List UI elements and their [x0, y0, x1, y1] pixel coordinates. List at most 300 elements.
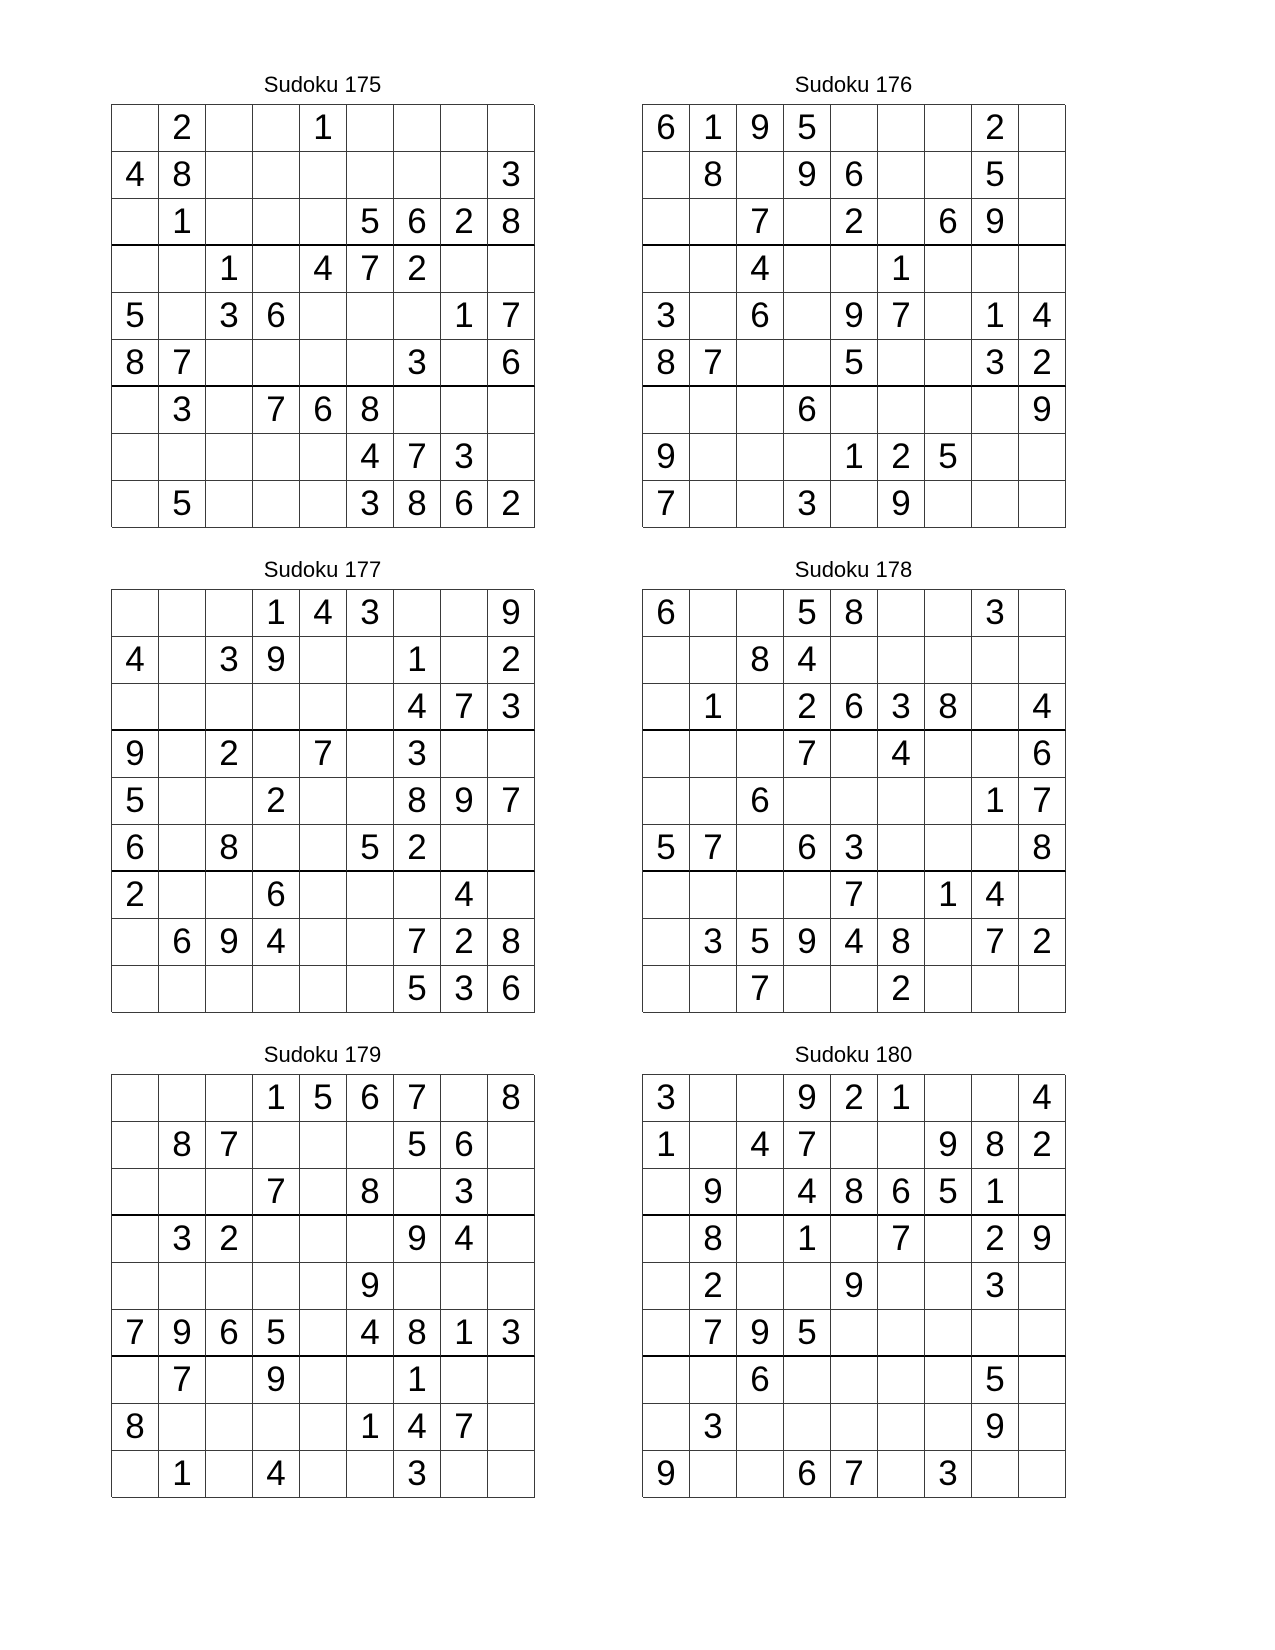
- sudoku-cell: [1019, 1451, 1066, 1498]
- sudoku-cell: 3: [831, 825, 878, 872]
- sudoku-cell: 6: [784, 1451, 831, 1498]
- sudoku-cell: [159, 246, 206, 293]
- sudoku-cell: 8: [972, 1122, 1019, 1169]
- puzzle-title: Sudoku 175: [263, 72, 382, 97]
- sudoku-cell: 3: [159, 387, 206, 434]
- sudoku-cell: 9: [1019, 1216, 1066, 1263]
- sudoku-cell: [488, 434, 535, 481]
- sudoku-cell: [159, 590, 206, 637]
- sudoku-cell: 7: [690, 1310, 737, 1357]
- sudoku-cell: 4: [112, 637, 159, 684]
- sudoku-cell: [253, 825, 300, 872]
- sudoku-cell: 2: [488, 637, 535, 684]
- sudoku-cell: 7: [784, 731, 831, 778]
- sudoku-cell: 5: [925, 434, 972, 481]
- sudoku-cell: [206, 684, 253, 731]
- sudoku-cell: 4: [878, 731, 925, 778]
- sudoku-cell: [643, 919, 690, 966]
- sudoku-cell: [488, 1263, 535, 1310]
- sudoku-cell: [925, 778, 972, 825]
- sudoku-cell: [300, 152, 347, 199]
- sudoku-cell: [112, 434, 159, 481]
- sudoku-cell: 9: [488, 590, 535, 637]
- sudoku-cell: [878, 778, 925, 825]
- sudoku-cell: 3: [784, 481, 831, 528]
- sudoku-cell: [112, 1263, 159, 1310]
- sudoku-cell: 7: [253, 387, 300, 434]
- sudoku-cell: 6: [347, 1075, 394, 1122]
- sudoku-cell: [878, 1451, 925, 1498]
- sudoku-cell: [441, 1263, 488, 1310]
- sudoku-cell: 4: [347, 434, 394, 481]
- sudoku-cell: [206, 590, 253, 637]
- sudoku-cell: [159, 1404, 206, 1451]
- sudoku-cell: [925, 919, 972, 966]
- sudoku-cell: 8: [488, 199, 535, 246]
- sudoku-cell: 6: [300, 387, 347, 434]
- sudoku-cell: [112, 1451, 159, 1498]
- sudoku-cell: [441, 637, 488, 684]
- puzzle-title: Sudoku 177: [263, 557, 382, 582]
- sudoku-cell: 7: [441, 1404, 488, 1451]
- sudoku-cell: 9: [925, 1122, 972, 1169]
- sudoku-cell: 4: [441, 1216, 488, 1263]
- sudoku-cell: [394, 293, 441, 340]
- sudoku-cell: 3: [972, 590, 1019, 637]
- sudoku-cell: 8: [159, 152, 206, 199]
- sudoku-cell: 7: [643, 481, 690, 528]
- sudoku-cell: 7: [878, 293, 925, 340]
- sudoku-cell: 9: [690, 1169, 737, 1216]
- sudoku-cell: 9: [159, 1310, 206, 1357]
- sudoku-cell: [643, 966, 690, 1013]
- sudoku-cell: [643, 1310, 690, 1357]
- sudoku-cell: 7: [878, 1216, 925, 1263]
- sudoku-cell: 3: [394, 731, 441, 778]
- sudoku-cell: [643, 684, 690, 731]
- sudoku-cell: [347, 1122, 394, 1169]
- sudoku-cell: [925, 246, 972, 293]
- sudoku-cell: [206, 1357, 253, 1404]
- sudoku-cell: [300, 434, 347, 481]
- sudoku-cell: [300, 1357, 347, 1404]
- sudoku-cell: [253, 105, 300, 152]
- sudoku-cell: [253, 340, 300, 387]
- sudoku-cell: [925, 1357, 972, 1404]
- sudoku-cell: 1: [300, 105, 347, 152]
- sudoku-cell: [690, 1451, 737, 1498]
- sudoku-cell: 7: [347, 246, 394, 293]
- sudoku-cell: [784, 1263, 831, 1310]
- sudoku-cell: 3: [643, 293, 690, 340]
- sudoku-cell: 8: [831, 1169, 878, 1216]
- sudoku-cell: [112, 684, 159, 731]
- sudoku-cell: [300, 1263, 347, 1310]
- sudoku-cell: [972, 684, 1019, 731]
- sudoku-cell: 8: [488, 1075, 535, 1122]
- sudoku-cell: [441, 1075, 488, 1122]
- sudoku-cell: 4: [253, 919, 300, 966]
- sudoku-cell: 2: [831, 1075, 878, 1122]
- sudoku-cell: 8: [206, 825, 253, 872]
- sudoku-cell: [488, 825, 535, 872]
- sudoku-cell: [737, 731, 784, 778]
- sudoku-cell: [300, 778, 347, 825]
- sudoku-cell: 9: [972, 1404, 1019, 1451]
- sudoku-cell: [737, 152, 784, 199]
- sudoku-cell: 2: [206, 1216, 253, 1263]
- sudoku-cell: [441, 340, 488, 387]
- sudoku-cell: [112, 246, 159, 293]
- sudoku-cell: 2: [112, 872, 159, 919]
- sudoku-cell: [253, 966, 300, 1013]
- sudoku-cell: [394, 872, 441, 919]
- sudoku-cell: 1: [159, 199, 206, 246]
- sudoku-cell: 2: [1019, 919, 1066, 966]
- sudoku-cell: 9: [737, 105, 784, 152]
- sudoku-cell: [488, 1404, 535, 1451]
- sudoku-cell: [737, 590, 784, 637]
- sudoku-cell: [112, 199, 159, 246]
- sudoku-cell: 5: [831, 340, 878, 387]
- sudoku-cell: [206, 872, 253, 919]
- sudoku-cell: 1: [253, 590, 300, 637]
- sudoku-cell: 7: [972, 919, 1019, 966]
- sudoku-cell: 8: [394, 1310, 441, 1357]
- sudoku-cell: [347, 919, 394, 966]
- sudoku-cell: [878, 590, 925, 637]
- sudoku-cell: 2: [878, 966, 925, 1013]
- sudoku-cell: [300, 966, 347, 1013]
- sudoku-cell: 3: [441, 434, 488, 481]
- sudoku-cell: [690, 872, 737, 919]
- sudoku-cell: [690, 1357, 737, 1404]
- sudoku-cell: [643, 1169, 690, 1216]
- sudoku-cell: [878, 872, 925, 919]
- sudoku-cell: [643, 199, 690, 246]
- sudoku-cell: 9: [831, 1263, 878, 1310]
- sudoku-cell: 7: [737, 966, 784, 1013]
- sudoku-cell: [831, 105, 878, 152]
- sudoku-cell: 4: [737, 246, 784, 293]
- sudoku-cell: [206, 1075, 253, 1122]
- sudoku-cell: [925, 152, 972, 199]
- sudoku-cell: [737, 1169, 784, 1216]
- sudoku-cell: [643, 246, 690, 293]
- sudoku-cell: 2: [878, 434, 925, 481]
- sudoku-cell: 9: [112, 731, 159, 778]
- sudoku-cell: 6: [784, 387, 831, 434]
- sudoku-cell: [300, 340, 347, 387]
- sudoku-cell: 4: [784, 637, 831, 684]
- sudoku-cell: [925, 293, 972, 340]
- sudoku-cell: [488, 872, 535, 919]
- sudoku-cell: 1: [206, 246, 253, 293]
- sudoku-cell: 3: [347, 590, 394, 637]
- sudoku-cell: [347, 684, 394, 731]
- sudoku-cell: [925, 1310, 972, 1357]
- sudoku-cell: [784, 293, 831, 340]
- sudoku-cell: 3: [972, 340, 1019, 387]
- sudoku-cell: 2: [394, 825, 441, 872]
- sudoku-cell: 6: [737, 293, 784, 340]
- sudoku-cell: [643, 1263, 690, 1310]
- sudoku-cell: 8: [159, 1122, 206, 1169]
- sudoku-cell: 6: [206, 1310, 253, 1357]
- sudoku-cell: [1019, 152, 1066, 199]
- sudoku-cell: [253, 152, 300, 199]
- sudoku-cell: [441, 590, 488, 637]
- sudoku-cell: [347, 966, 394, 1013]
- sudoku-cell: [488, 731, 535, 778]
- sudoku-cell: [206, 1451, 253, 1498]
- sudoku-cell: [347, 340, 394, 387]
- sudoku-cell: 4: [1019, 293, 1066, 340]
- sudoku-cell: [737, 340, 784, 387]
- sudoku-cell: 7: [488, 293, 535, 340]
- sudoku-cell: 7: [206, 1122, 253, 1169]
- sudoku-grid: [642, 104, 1065, 527]
- sudoku-cell: 4: [441, 872, 488, 919]
- sudoku-grid: [642, 589, 1065, 1012]
- sudoku-cell: [690, 434, 737, 481]
- sudoku-cell: [300, 293, 347, 340]
- sudoku-cell: 8: [690, 1216, 737, 1263]
- sudoku-cell: 3: [878, 684, 925, 731]
- sudoku-cell: [159, 293, 206, 340]
- sudoku-cell: 6: [737, 778, 784, 825]
- sudoku-cell: [784, 966, 831, 1013]
- sudoku-cell: 6: [925, 199, 972, 246]
- sudoku-cell: [1019, 481, 1066, 528]
- sudoku-cell: 4: [831, 919, 878, 966]
- sudoku-cell: [643, 872, 690, 919]
- sudoku-cell: 6: [112, 825, 159, 872]
- puzzle-title: Sudoku 179: [263, 1042, 382, 1067]
- sudoku-cell: 1: [972, 293, 1019, 340]
- sudoku-cell: [972, 637, 1019, 684]
- sudoku-cell: 3: [206, 293, 253, 340]
- sudoku-cell: [441, 825, 488, 872]
- sudoku-cell: 7: [737, 199, 784, 246]
- sudoku-cell: 5: [347, 825, 394, 872]
- sudoku-cell: 2: [159, 105, 206, 152]
- sudoku-cell: [253, 434, 300, 481]
- sudoku-cell: [347, 731, 394, 778]
- sudoku-cell: [925, 590, 972, 637]
- sudoku-grid: [111, 104, 534, 527]
- sudoku-cell: 7: [159, 1357, 206, 1404]
- sudoku-cell: [925, 1216, 972, 1263]
- sudoku-cell: [1019, 199, 1066, 246]
- sudoku-cell: 3: [643, 1075, 690, 1122]
- sudoku-cell: [972, 731, 1019, 778]
- sudoku-cell: [253, 684, 300, 731]
- sudoku-cell: 4: [394, 684, 441, 731]
- sudoku-cell: [925, 387, 972, 434]
- sudoku-cell: 6: [253, 872, 300, 919]
- sudoku-cell: [925, 481, 972, 528]
- sudoku-cell: [300, 199, 347, 246]
- sudoku-cell: 5: [253, 1310, 300, 1357]
- sudoku-cell: [972, 387, 1019, 434]
- sudoku-cell: [925, 340, 972, 387]
- sudoku-cell: [300, 1310, 347, 1357]
- sudoku-cell: [737, 1263, 784, 1310]
- sudoku-cell: 1: [394, 637, 441, 684]
- sudoku-cell: [690, 1075, 737, 1122]
- sudoku-cell: 1: [690, 105, 737, 152]
- sudoku-cell: 9: [441, 778, 488, 825]
- sudoku-cell: 1: [878, 1075, 925, 1122]
- sudoku-cell: 6: [488, 340, 535, 387]
- sudoku-cell: 5: [784, 1310, 831, 1357]
- sudoku-cell: [300, 1122, 347, 1169]
- sudoku-cell: 9: [253, 637, 300, 684]
- sudoku-cell: 1: [441, 293, 488, 340]
- sudoku-cell: 1: [690, 684, 737, 731]
- sudoku-cell: [112, 105, 159, 152]
- sudoku-cell: 7: [253, 1169, 300, 1216]
- sudoku-cell: [488, 387, 535, 434]
- sudoku-cell: 5: [784, 590, 831, 637]
- sudoku-cell: 5: [737, 919, 784, 966]
- sudoku-cell: [488, 105, 535, 152]
- sudoku-cell: [253, 1404, 300, 1451]
- sudoku-cell: 6: [643, 590, 690, 637]
- sudoku-cell: 5: [159, 481, 206, 528]
- sudoku-cell: [206, 1404, 253, 1451]
- sudoku-cell: [253, 1263, 300, 1310]
- sudoku-cell: [737, 825, 784, 872]
- sudoku-cell: [972, 246, 1019, 293]
- sudoku-cell: [159, 825, 206, 872]
- sudoku-cell: [831, 1404, 878, 1451]
- sudoku-cell: 4: [347, 1310, 394, 1357]
- sudoku-cell: 5: [300, 1075, 347, 1122]
- sudoku-cell: [690, 637, 737, 684]
- sudoku-cell: [690, 199, 737, 246]
- sudoku-cell: [1019, 1357, 1066, 1404]
- sudoku-cell: [690, 293, 737, 340]
- sudoku-cell: 5: [972, 152, 1019, 199]
- sudoku-cell: 7: [690, 340, 737, 387]
- sudoku-cell: [112, 919, 159, 966]
- sudoku-cell: [737, 481, 784, 528]
- sudoku-cell: 9: [878, 481, 925, 528]
- sudoku-cell: 1: [347, 1404, 394, 1451]
- sudoku-cell: 2: [972, 1216, 1019, 1263]
- sudoku-cell: [925, 637, 972, 684]
- sudoku-cell: [394, 1169, 441, 1216]
- sudoku-cell: 1: [394, 1357, 441, 1404]
- sudoku-cell: [347, 105, 394, 152]
- sudoku-cell: [972, 1310, 1019, 1357]
- sudoku-cell: [394, 590, 441, 637]
- sudoku-cell: [784, 199, 831, 246]
- sudoku-cell: [253, 1216, 300, 1263]
- sudoku-cell: 7: [1019, 778, 1066, 825]
- sudoku-cell: 9: [784, 152, 831, 199]
- sudoku-cell: 4: [300, 590, 347, 637]
- sudoku-cell: 6: [488, 966, 535, 1013]
- sudoku-cell: [112, 1122, 159, 1169]
- sudoku-cell: [690, 246, 737, 293]
- sudoku-cell: [643, 778, 690, 825]
- sudoku-cell: 5: [347, 199, 394, 246]
- sudoku-cell: [643, 1216, 690, 1263]
- sudoku-cell: [347, 637, 394, 684]
- sudoku-cell: [441, 387, 488, 434]
- sudoku-cell: [972, 1075, 1019, 1122]
- sudoku-cell: 7: [394, 1075, 441, 1122]
- sudoku-cell: [253, 481, 300, 528]
- sudoku-cell: 9: [784, 1075, 831, 1122]
- sudoku-cell: 9: [972, 199, 1019, 246]
- sudoku-cell: [831, 731, 878, 778]
- sudoku-cell: 6: [1019, 731, 1066, 778]
- sudoku-cell: [784, 1357, 831, 1404]
- sudoku-cell: [831, 1122, 878, 1169]
- sudoku-cell: [300, 825, 347, 872]
- sudoku-cell: [441, 246, 488, 293]
- sudoku-cell: 2: [972, 105, 1019, 152]
- sudoku-cell: 7: [394, 919, 441, 966]
- sudoku-cell: [206, 966, 253, 1013]
- sudoku-cell: [488, 1169, 535, 1216]
- sudoku-cell: 8: [878, 919, 925, 966]
- sudoku-cell: [878, 340, 925, 387]
- sudoku-cell: [737, 1075, 784, 1122]
- sudoku-cell: [347, 778, 394, 825]
- puzzle-title: Sudoku 176: [794, 72, 913, 97]
- sudoku-cell: 8: [347, 1169, 394, 1216]
- sudoku-cell: [737, 1404, 784, 1451]
- sudoku-cell: [206, 1263, 253, 1310]
- sudoku-cell: 9: [394, 1216, 441, 1263]
- sudoku-cell: 4: [253, 1451, 300, 1498]
- sudoku-cell: [972, 966, 1019, 1013]
- sudoku-cell: [253, 246, 300, 293]
- sudoku-cell: 8: [831, 590, 878, 637]
- sudoku-cell: 7: [831, 1451, 878, 1498]
- sudoku-cell: 8: [737, 637, 784, 684]
- sudoku-cell: 4: [394, 1404, 441, 1451]
- sudoku-cell: 3: [690, 1404, 737, 1451]
- sudoku-cell: 3: [488, 684, 535, 731]
- sudoku-cell: [878, 1122, 925, 1169]
- sudoku-cell: 8: [112, 340, 159, 387]
- sudoku-cell: [831, 1357, 878, 1404]
- sudoku-cell: [1019, 246, 1066, 293]
- sudoku-cell: 3: [347, 481, 394, 528]
- sudoku-cell: [643, 731, 690, 778]
- sudoku-cell: [206, 199, 253, 246]
- sudoku-cell: [488, 1122, 535, 1169]
- sudoku-cell: [300, 919, 347, 966]
- sudoku-cell: [206, 340, 253, 387]
- sudoku-cell: 7: [784, 1122, 831, 1169]
- sudoku-cell: [300, 481, 347, 528]
- sudoku-cell: [1019, 1169, 1066, 1216]
- sudoku-cell: [300, 637, 347, 684]
- sudoku-cell: [300, 1169, 347, 1216]
- sudoku-cell: [441, 1451, 488, 1498]
- sudoku-cell: 6: [831, 684, 878, 731]
- sudoku-cell: 9: [784, 919, 831, 966]
- sudoku-cell: [206, 481, 253, 528]
- sudoku-cell: [690, 966, 737, 1013]
